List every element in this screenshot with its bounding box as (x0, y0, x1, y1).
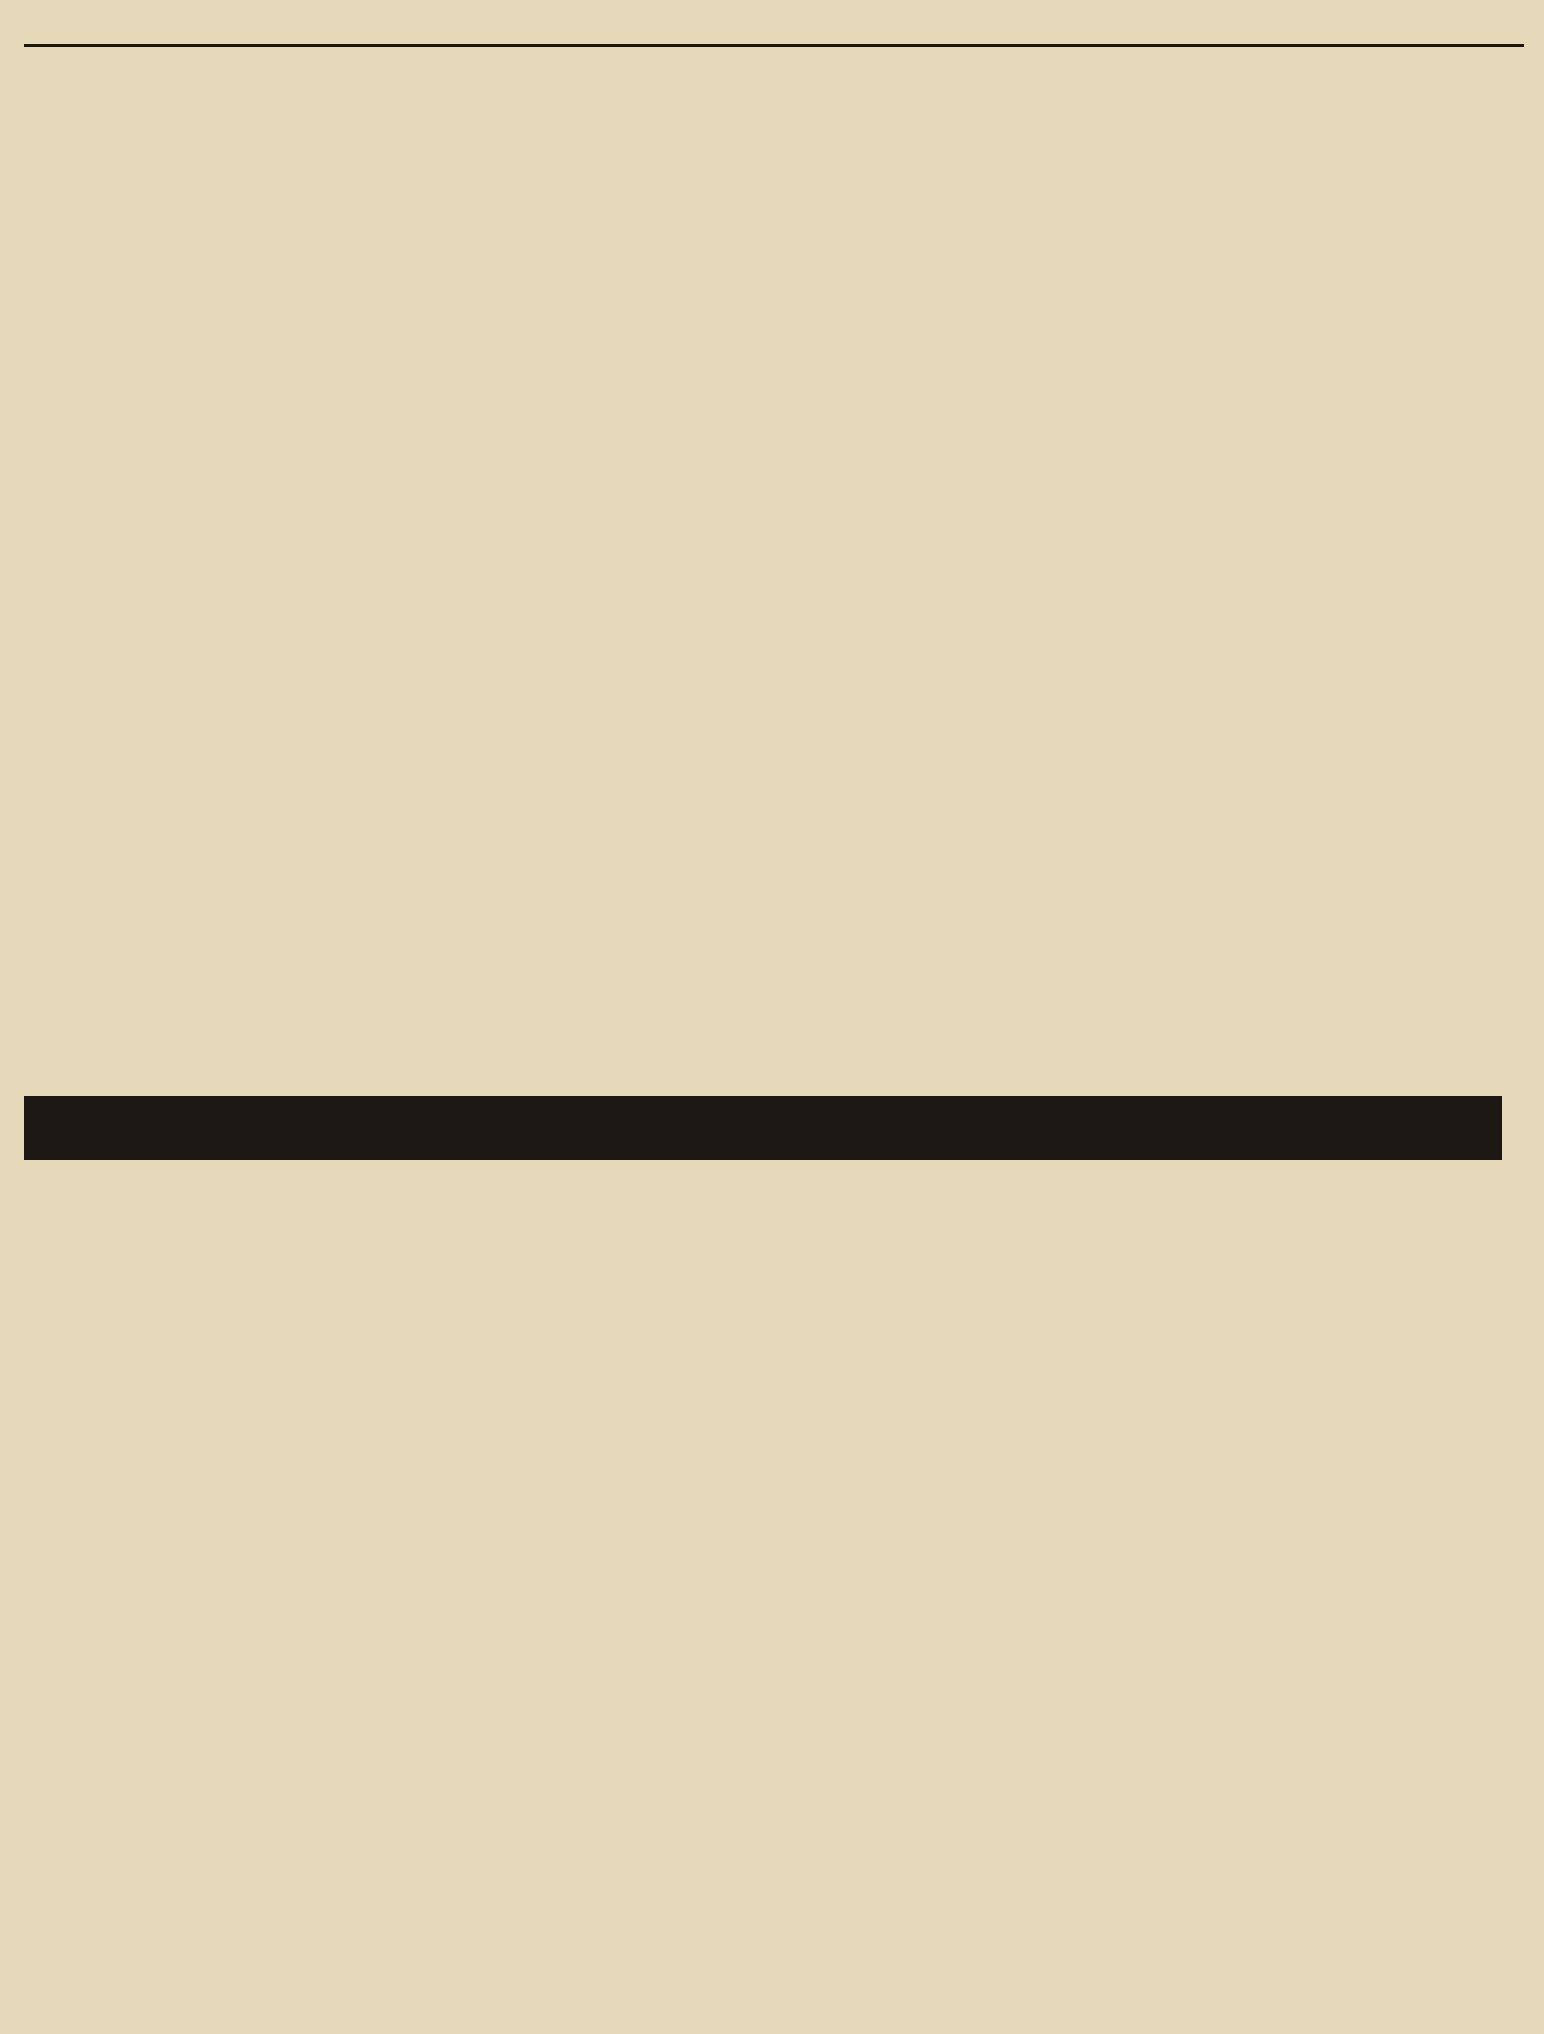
results-banner (24, 1096, 1502, 1160)
masthead (24, 14, 1524, 47)
newspaper-page (24, 14, 1524, 2004)
